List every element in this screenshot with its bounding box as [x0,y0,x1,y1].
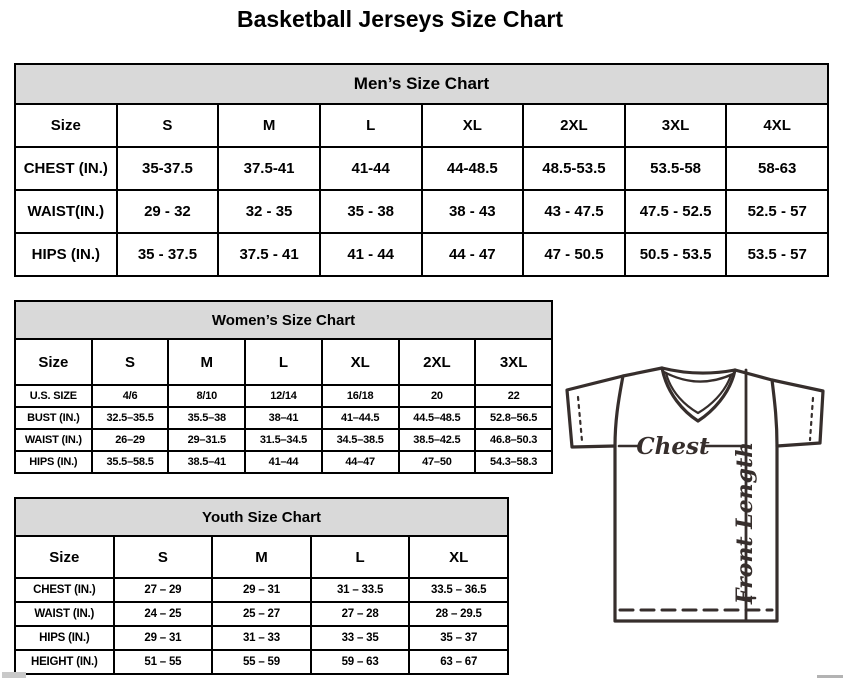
value-cell: 20 [399,385,476,407]
table-row [15,407,552,429]
value-cell: 29–31.5 [168,429,245,451]
value-cell: 50.5 - 53.5 [625,233,727,276]
value-cell: 47 - 50.5 [523,233,625,276]
value-cell: 43 - 47.5 [523,190,625,233]
value-cell: 26–29 [92,429,169,451]
horizontal-scrollbar-end[interactable] [817,675,843,678]
table-row [15,602,508,626]
men-table-title: Men’s Size Chart [15,64,828,104]
table-row [15,385,552,407]
row-label-cell: HIPS (IN.) [15,451,92,473]
column-header-l: L [311,536,410,578]
value-cell: 35.5–38 [168,407,245,429]
value-cell: 44 - 47 [422,233,524,276]
column-header-m: M [212,536,311,578]
value-cell: 31 – 33 [212,626,311,650]
value-cell: 4/6 [92,385,169,407]
value-cell: 33.5 – 36.5 [409,578,508,602]
column-header-s: S [92,339,169,385]
value-cell: 35 - 37.5 [117,233,219,276]
column-header-l: L [245,339,322,385]
table-row [15,233,828,276]
value-cell: 29 - 32 [117,190,219,233]
size-header-cell: Size [15,339,92,385]
value-cell: 35-37.5 [117,147,219,190]
value-cell: 38.5–42.5 [399,429,476,451]
value-cell: 48.5-53.5 [523,147,625,190]
left-cuff-dashed-seam [578,397,582,441]
value-cell: 51 – 55 [114,650,213,674]
youth-table-title: Youth Size Chart [15,498,508,536]
horizontal-scrollbar-thumb[interactable] [2,672,26,678]
chest-label: Chest [636,433,710,460]
youth-size-table [14,497,509,675]
table-row [15,650,508,674]
front-length-label: Front Length [732,441,758,605]
right-cuff-dashed-seam [810,398,813,440]
value-cell: 47–50 [399,451,476,473]
value-cell: 46.8–50.3 [475,429,552,451]
table-row [15,147,828,190]
value-cell: 28 – 29.5 [409,602,508,626]
value-cell: 31 – 33.5 [311,578,410,602]
value-cell: 38–41 [245,407,322,429]
column-header-m: M [218,104,320,147]
column-header-4xl: 4XL [726,104,828,147]
table-row [15,578,508,602]
size-header-cell: Size [15,104,117,147]
value-cell: 41 - 44 [320,233,422,276]
value-cell: 41-44 [320,147,422,190]
row-label-cell: HEIGHT (IN.) [15,650,114,674]
value-cell: 35 - 38 [320,190,422,233]
row-label-cell: HIPS (IN.) [15,626,114,650]
column-header-s: S [114,536,213,578]
value-cell: 54.3–58.3 [475,451,552,473]
page-title: Basketball Jerseys Size Chart [236,6,563,32]
value-cell: 8/10 [168,385,245,407]
column-header-s: S [117,104,219,147]
value-cell: 37.5 - 41 [218,233,320,276]
value-cell: 35.5–58.5 [92,451,169,473]
value-cell: 53.5 - 57 [726,233,828,276]
row-label-cell: WAIST (IN.) [15,602,114,626]
column-header-3xl: 3XL [475,339,552,385]
column-header-l: L [320,104,422,147]
value-cell: 27 – 28 [311,602,410,626]
value-cell: 12/14 [245,385,322,407]
column-header-2xl: 2XL [399,339,476,385]
value-cell: 34.5–38.5 [322,429,399,451]
table-row [15,451,552,473]
value-cell: 31.5–34.5 [245,429,322,451]
row-label-cell: HIPS (IN.) [15,233,117,276]
row-label-cell: U.S. SIZE [15,385,92,407]
value-cell: 52.5 - 57 [726,190,828,233]
value-cell: 37.5-41 [218,147,320,190]
value-cell: 27 – 29 [114,578,213,602]
size-header-cell: Size [15,536,114,578]
women-table-title: Women’s Size Chart [15,301,552,339]
column-header-xl: XL [322,339,399,385]
value-cell: 55 – 59 [212,650,311,674]
row-label-cell: WAIST(IN.) [15,190,117,233]
value-cell: 33 – 35 [311,626,410,650]
value-cell: 47.5 - 52.5 [625,190,727,233]
value-cell: 59 – 63 [311,650,410,674]
value-cell: 63 – 67 [409,650,508,674]
row-label-cell: WAIST (IN.) [15,429,92,451]
column-header-2xl: 2XL [523,104,625,147]
column-header-xl: XL [409,536,508,578]
womens-size-table [14,300,553,474]
value-cell: 32 - 35 [218,190,320,233]
value-cell: 41–44.5 [322,407,399,429]
mens-size-table [14,63,829,277]
value-cell: 16/18 [322,385,399,407]
table-row [15,190,828,233]
value-cell: 22 [475,385,552,407]
column-header-xl: XL [422,104,524,147]
value-cell: 58-63 [726,147,828,190]
value-cell: 52.8–56.5 [475,407,552,429]
value-cell: 32.5–35.5 [92,407,169,429]
jersey-collar-back [662,368,735,373]
value-cell: 44.5–48.5 [399,407,476,429]
table-row [15,429,552,451]
value-cell: 35 – 37 [409,626,508,650]
row-label-cell: CHEST (IN.) [15,147,117,190]
value-cell: 44-48.5 [422,147,524,190]
column-header-m: M [168,339,245,385]
value-cell: 29 – 31 [114,626,213,650]
value-cell: 38.5–41 [168,451,245,473]
row-label-cell: BUST (IN.) [15,407,92,429]
value-cell: 25 – 27 [212,602,311,626]
value-cell: 53.5-58 [625,147,727,190]
row-label-cell: CHEST (IN.) [15,578,114,602]
value-cell: 38 - 43 [422,190,524,233]
value-cell: 44–47 [322,451,399,473]
jersey-measurement-diagram [556,360,838,635]
table-row [15,626,508,650]
column-header-3xl: 3XL [625,104,727,147]
value-cell: 29 – 31 [212,578,311,602]
value-cell: 41–44 [245,451,322,473]
jersey-right-sleeve [772,380,823,446]
value-cell: 24 – 25 [114,602,213,626]
